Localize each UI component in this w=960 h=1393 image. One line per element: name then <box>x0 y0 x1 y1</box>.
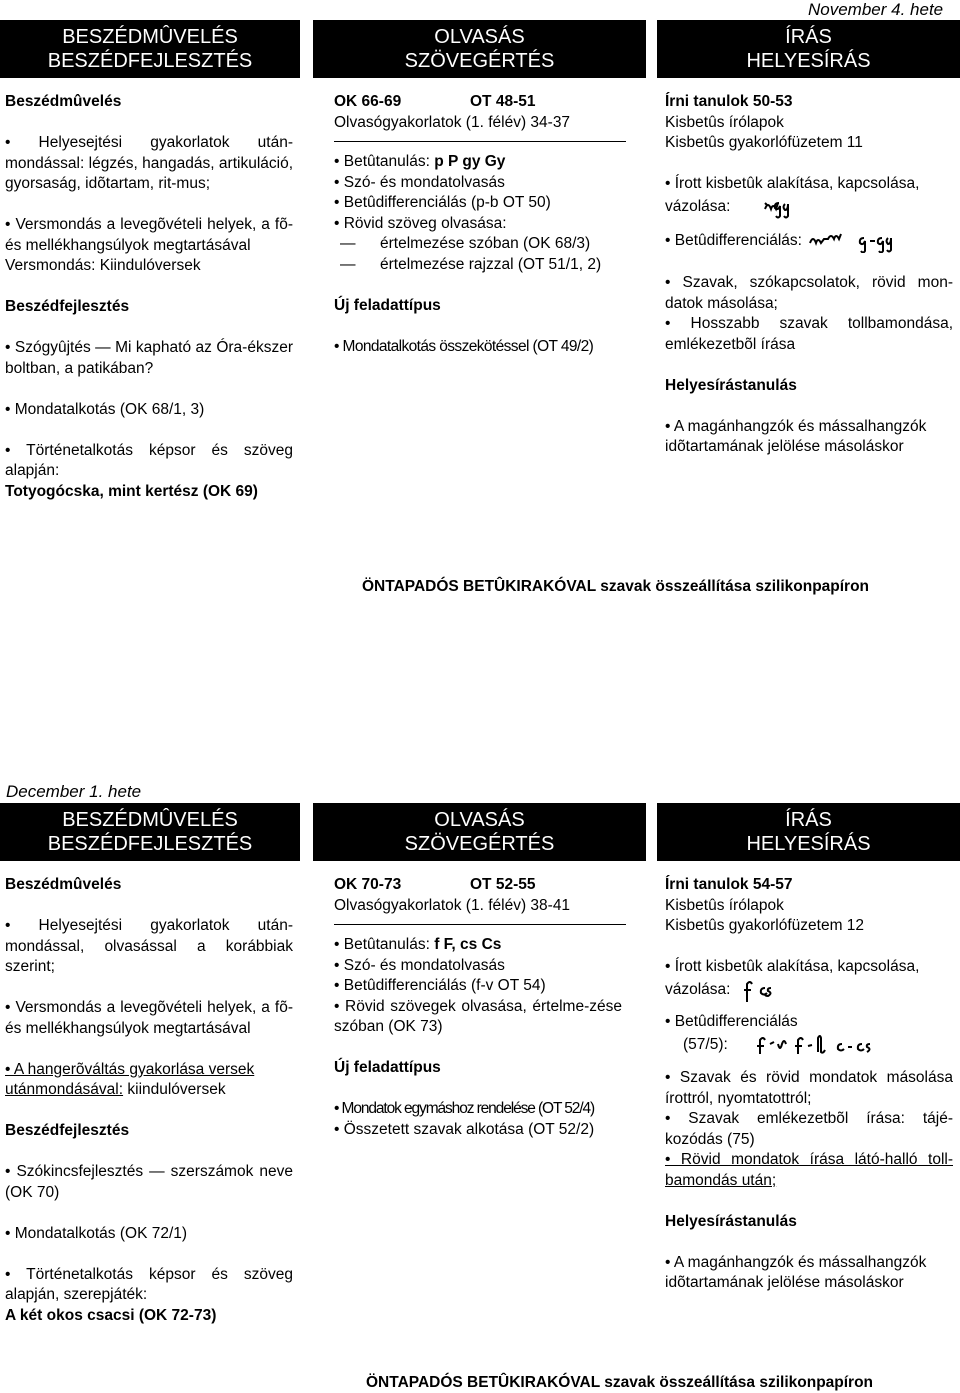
handwriting-sample-image <box>735 195 805 219</box>
sticker-banner: ÖNTAPADÓS BETÛKIRAKÓVAL szavak összeállítása szilikonpapíron <box>366 1374 874 1391</box>
text-line: Kisbetûs gyakorlófüzetem 11 <box>665 134 863 151</box>
text-line: Kisbetûs gyakorlófüzetem 12 <box>665 917 865 934</box>
header-line-2: HELYESÍRÁS <box>746 50 871 72</box>
ok-ot-line <box>334 875 634 896</box>
subtitle: Olvasógyakorlatok (1. félév) 34-37 <box>334 113 571 131</box>
section-heading: Helyesírástanulás <box>665 1212 797 1230</box>
dash-item <box>334 255 634 276</box>
ot-ref: OT 48-51 <box>470 93 536 110</box>
bullet-item: • Betûdifferenciálás <box>665 1012 798 1030</box>
bullet-item <box>665 195 953 219</box>
bullet-item: • A magánhangzók és mássalhangzók idõtartamának jelölése másoláskor <box>665 417 927 455</box>
ok-ref: OK 70-73 <box>334 876 402 893</box>
dash-symbol: — <box>340 235 356 252</box>
bullet-item: • A magánhangzók és mássalhangzók idõtartamának jelölése másoláskor <box>665 1253 927 1291</box>
bullet-item: • Szókincsfejlesztés — szerszámok neve (OK 70) <box>5 1163 293 1201</box>
workbook-heading: Írni tanulok 54-57 <box>665 876 793 893</box>
bullet-item: • Hosszabb szavak tollbamondása, emlékezetbõl írása <box>665 315 953 353</box>
column-olvasas <box>334 875 634 1140</box>
week-date-label: December 1. hete <box>6 782 142 801</box>
column-beszedmuveles <box>5 92 293 502</box>
header-olvasas <box>313 20 646 78</box>
bullet-item: • Szavak és rövid mondatok másolása írottról, nyomtatottról; <box>665 1069 953 1107</box>
bullet-item: • Rövid szöveg olvasása: <box>334 214 507 232</box>
section-heading: Beszédmûvelés <box>5 876 122 893</box>
ok-ref: OK 66-69 <box>334 93 402 110</box>
bullet-item: • Mondatok egymáshoz rendelése (OT 52/4) <box>334 1100 595 1117</box>
header-iras <box>657 803 960 861</box>
workbook-heading: Írni tanulok 50-53 <box>665 93 793 110</box>
header-line-2: BESZÉDFEJLESZTÉS <box>47 833 253 855</box>
column-beszedmuveles <box>5 875 293 1326</box>
bullet-item: • Szó- és mondatolvasás <box>334 173 505 191</box>
bullet-item: • Versmondás a levegõvételi helyek, a fõ- és mellékhangsúlyok megtartásával <box>5 216 293 254</box>
ok-ot-line <box>334 92 634 113</box>
section-heading: Beszédfejlesztés <box>5 298 130 315</box>
bullet-text: vázolása: <box>665 980 731 998</box>
week-date-label: November 4. hete <box>808 0 944 19</box>
text-line: Versmondás: Kiindulóversek <box>5 257 201 274</box>
column-olvasas <box>334 92 634 357</box>
bullet-text: (57/5): <box>683 1036 728 1054</box>
dash-text: értelmezése rajzzal (OT 51/1, 2) <box>380 255 602 273</box>
bullet-item <box>334 152 634 173</box>
bullet-item: • Szó- és mondatolvasás <box>334 956 505 974</box>
bullet-item <box>665 978 953 1002</box>
column-iras <box>665 92 953 458</box>
bullet-item: • Szógyûjtés — Mi kapható az Óra-ékszer boltban, a patikában? <box>5 339 293 377</box>
bullet-item: • Betûdifferenciálás (f-v OT 54) <box>334 977 546 994</box>
bullet-text: kiindulóversek <box>123 1081 226 1098</box>
dash-symbol: — <box>340 255 356 273</box>
section-heading: Helyesírástanulás <box>665 376 797 394</box>
bullet-item: • Mondatalkotás (OK 72/1) <box>5 1224 188 1242</box>
header-line-1: ÍRÁS <box>785 26 832 48</box>
dash-item <box>334 234 634 255</box>
text-line: Kisbetûs írólapok <box>665 113 784 131</box>
handwriting-sample-image <box>806 229 926 253</box>
bullet-text: • Betûdifferenciálás: <box>665 231 802 249</box>
text-line: Kisbetûs írólapok <box>665 896 784 914</box>
header-olvasas <box>313 803 646 861</box>
underlined-text: • A hangerõváltás gyakorlása versek utánmondásával: <box>5 1060 255 1098</box>
bullet-item: • Helyesejtési gyakorlatok után-mondással, olvasással a korábbiak szerint; <box>5 917 293 975</box>
bullet-item: • Mondatalkotás (OK 68/1, 3) <box>5 400 205 418</box>
ot-ref: OT 52-55 <box>470 876 536 893</box>
bullet-item: • Történetalkotás képsor és szöveg alapján, szerepjáték: <box>5 1265 293 1303</box>
header-line-1: BESZÉDMÛVELÉS <box>62 809 238 831</box>
bullet-item <box>665 1032 953 1058</box>
bullet-item <box>5 1060 293 1101</box>
letters: f F, cs Cs <box>434 936 502 953</box>
bullet-text: vázolása: <box>665 197 731 215</box>
divider <box>334 141 626 142</box>
header-beszedmuveles <box>0 803 300 861</box>
bullet-label: • Betûtanulás: <box>334 936 430 953</box>
dash-text: értelmezése szóban (OK 68/3) <box>380 235 591 252</box>
header-line-1: BESZÉDMÛVELÉS <box>62 26 238 48</box>
header-line-1: OLVASÁS <box>434 809 525 831</box>
header-line-1: OLVASÁS <box>434 26 525 48</box>
subtitle: Olvasógyakorlatok (1. félév) 38-41 <box>334 896 571 914</box>
header-line-2: SZÖVEGÉRTÉS <box>404 833 555 855</box>
new-task-heading: Új feladattípus <box>334 296 441 314</box>
section-heading: Beszédfejlesztés <box>5 1122 130 1139</box>
divider <box>334 924 626 925</box>
story-title: A két okos csacsi (OK 72-73) <box>5 1306 217 1324</box>
bullet-item: • Összetett szavak alkotása (OT 52/2) <box>334 1120 595 1138</box>
bullet-item: • Szavak emlékezetbõl írása: tájé-kozódás (75) <box>665 1110 953 1148</box>
bullet-item: • Írott kisbetûk alakítása, kapcsolása, <box>665 958 920 975</box>
bullet-item: • Betûdifferenciálás (p-b OT 50) <box>334 194 551 211</box>
header-line-2: BESZÉDFEJLESZTÉS <box>47 50 253 72</box>
bullet-item <box>665 229 953 253</box>
header-iras <box>657 20 960 78</box>
bullet-item <box>334 935 634 956</box>
bullet-label: • Betûtanulás: <box>334 153 430 170</box>
section-heading: Beszédmûvelés <box>5 93 122 110</box>
bullet-item: • Szavak, szókapcsolatok, rövid mon-datok másolása; <box>665 274 953 312</box>
story-title: Totyogócska, mint kertész (OK 69) <box>5 482 258 500</box>
bullet-item: • Versmondás a levegõvételi helyek, a fõ- és mellékhangsúlyok megtartásával <box>5 999 293 1037</box>
handwriting-sample-image <box>732 1032 892 1058</box>
bullet-item: • Írott kisbetûk alakítása, kapcsolása, <box>665 175 920 192</box>
header-beszedmuveles <box>0 20 300 78</box>
bullet-item: • Rövid mondatok írása látó-halló toll-bamondás után; <box>665 1151 953 1189</box>
bullet-item: • Helyesejtési gyakorlatok után-mondással: légzés, hangadás, artikuláció, gyorsaság, idõtartam, rit-mus; <box>5 134 293 192</box>
header-line-2: HELYESÍRÁS <box>746 833 871 855</box>
bullet-item: • Rövid szövegek olvasása, értelme-zése szóban (OK 73) <box>334 997 622 1035</box>
handwriting-sample-image <box>735 978 785 1002</box>
column-iras <box>665 875 953 1294</box>
sticker-banner: ÖNTAPADÓS BETÛKIRAKÓVAL szavak összeállítása szilikonpapíron <box>362 578 870 595</box>
letters: p P gy Gy <box>434 153 506 170</box>
bullet-item: • Történetalkotás képsor és szöveg alapján: <box>5 441 293 479</box>
header-line-2: SZÖVEGÉRTÉS <box>404 50 555 72</box>
bullet-item: • Mondatalkotás összekötéssel (OT 49/2) <box>334 337 594 355</box>
new-task-heading: Új feladattípus <box>334 1059 441 1076</box>
header-line-1: ÍRÁS <box>785 809 832 831</box>
